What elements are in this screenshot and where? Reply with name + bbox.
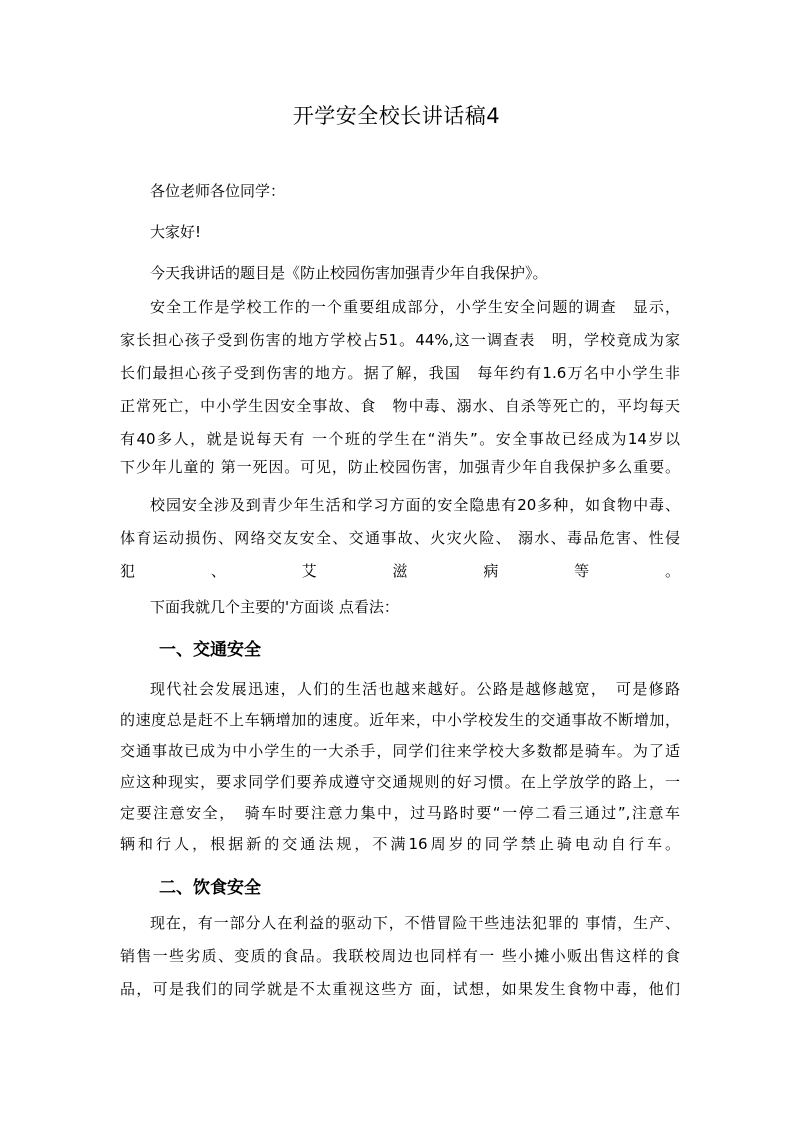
intro-line: 下面我就几个主要的'方面谈 点看法： <box>150 598 399 616</box>
section-heading-traffic: 一、交通安全 <box>159 640 261 660</box>
document-title: 开学安全校长讲话稿4 <box>292 104 501 128</box>
hello-line: 大家好! <box>150 223 202 241</box>
paragraph-line: 交通事故已成为中小学生的一大杀手，同学们往来学校大多数都是骑车。为了适 <box>120 742 680 760</box>
paragraph-line: 辆和行人，根据新的交通法规，不满16周岁的同学禁止骑电动自行车。 <box>120 835 680 853</box>
paragraph-line: 的速度总是赶不上车辆增加的速度。近年来，中小学校发生的交通事故不断增加， <box>120 711 680 729</box>
paragraph-line: 现在，有一部分人在利益的驱动下，不惜冒险干些违法犯罪的 事情，生产、 <box>150 914 680 932</box>
greeting-line: 各位老师各位同学： <box>150 182 286 200</box>
paragraph-line: 家长担心孩子受到伤害的地方学校占51。44%,这一调查表 明，学校竟成为家 <box>120 331 680 349</box>
paragraph-line: 有40多人，就是说每天有 一个班的学生在“消失”。安全事故已经成为14岁以 <box>120 430 680 448</box>
paragraph-line: 犯、艾滋病等。 <box>120 562 680 580</box>
paragraph-line: 正常死亡，中小学生因安全事故、食 物中毒、溺水、自杀等死亡的，平均每天 <box>120 397 680 415</box>
paragraph-line: 品，可是我们的同学就是不太重视这些方 面，试想，如果发生食物中毒，他们 <box>120 980 680 998</box>
paragraph-line: 应这种现实，要求同学们要养成遵守交通规则的好习惯。在上学放学的路上，一 <box>120 773 680 791</box>
paragraph-line: 体育运动损伤、网络交友安全、交通事故、火灾火险、 溺水、毒品危害、性侵 <box>120 529 680 547</box>
paragraph-line: 下少年儿童的 第一死因。可见，防止校园伤害，加强青少年自我保护多么重要。 <box>120 458 680 476</box>
paragraph-line: 长们最担心孩子受到伤害的地方。据了解，我国 每年约有1.6万名中小学生非 <box>120 364 680 382</box>
paragraph-line: 定要注意安全， 骑车时要注意力集中，过马路时要“一停二看三通过”,注意车 <box>120 804 680 822</box>
paragraph-line: 校园安全涉及到青少年生活和学习方面的安全隐患有20多种，如食物中毒、 <box>150 496 680 514</box>
section-heading-food: 二、饮食安全 <box>159 878 261 898</box>
topic-line: 今天我讲话的题目是《防止校园伤害加强青少年自我保护》。 <box>150 264 548 282</box>
paragraph-line: 安全工作是学校工作的一个重要组成部分，小学生安全问题的调查 显示， <box>150 298 680 316</box>
paragraph-line: 销售一些劣质、变质的食品。我联校周边也同样有一 些小摊小贩出售这样的食 <box>120 947 680 965</box>
paragraph-line: 现代社会发展迅速，人们的生活也越来越好。公路是越修越宽， 可是修路 <box>150 680 680 698</box>
